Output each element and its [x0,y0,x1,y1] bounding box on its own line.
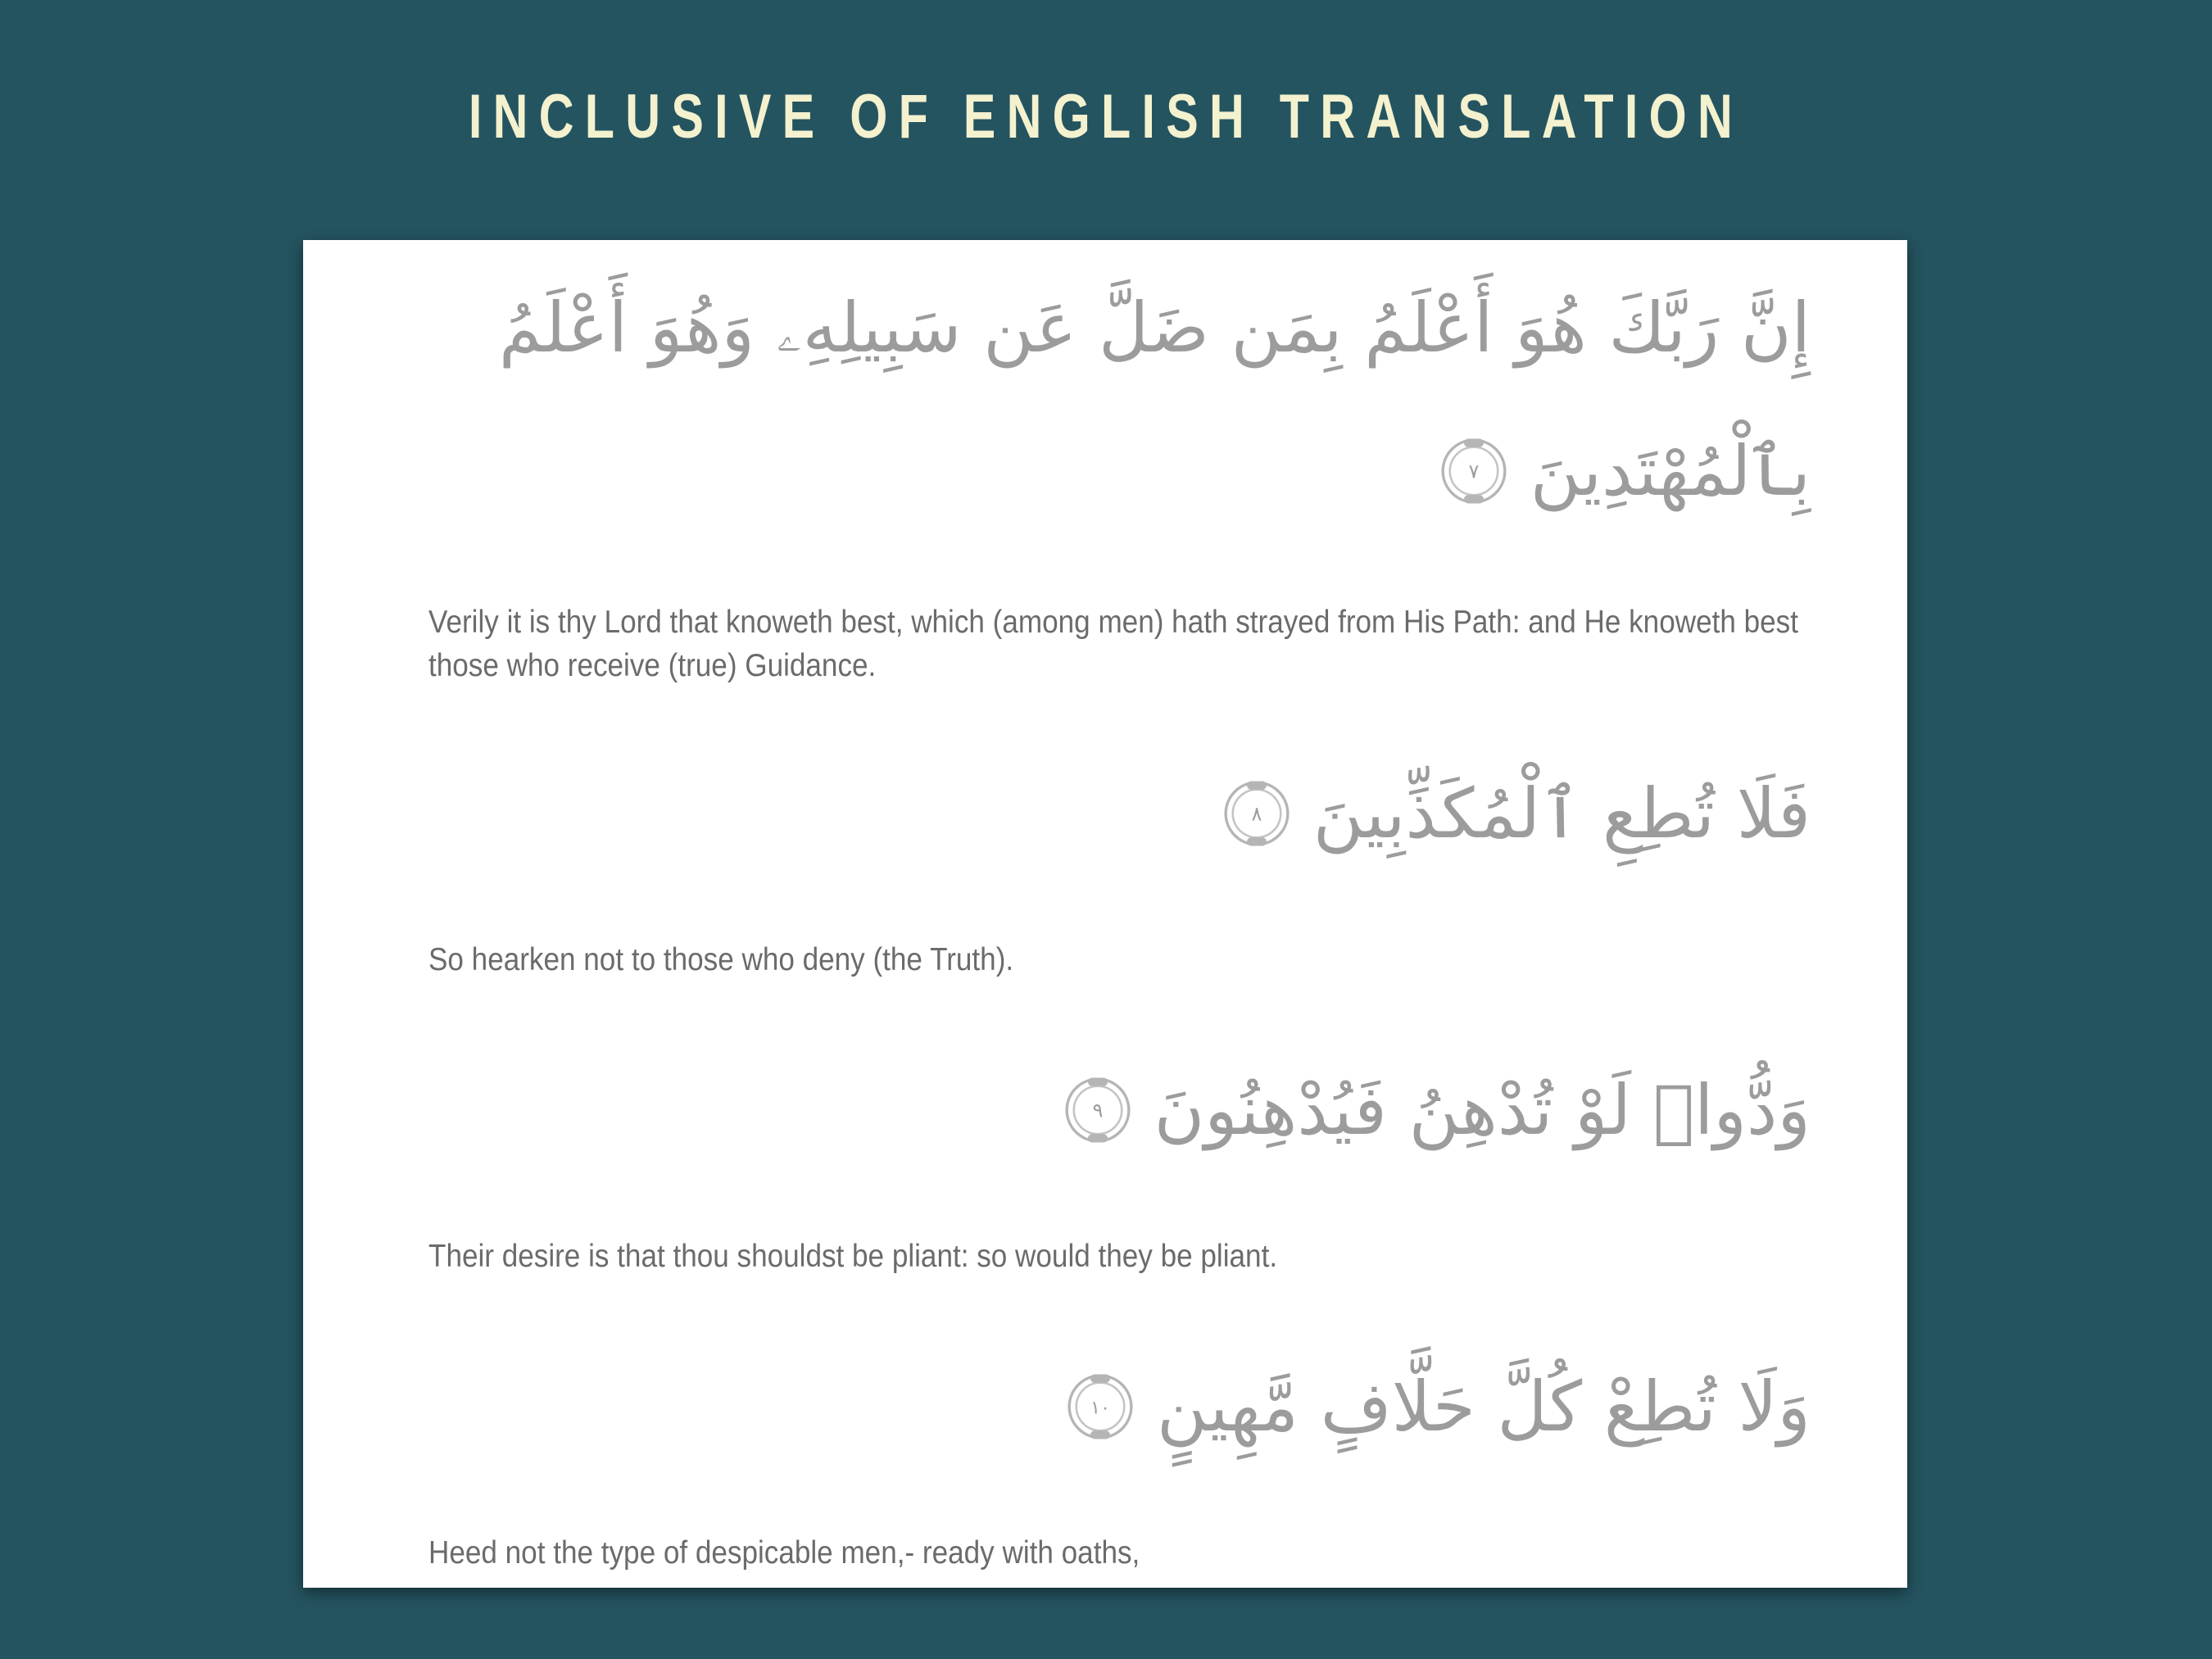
ayah-number: ٧ [1468,460,1480,483]
verse-7-arabic-line-1 [499,283,1811,373]
verse-9-arabic-line [1063,1065,1811,1155]
verse-8-translation: So hearken not to those who deny (the Truth). [428,942,1014,977]
ayah-number: ٩ [1092,1099,1104,1122]
arabic-text: وَلَا تُطِعْ كُلَّ حَلَّافٍ مَّهِينٍ [1157,1367,1811,1447]
verse-7-translation: Verily it is thy Lord that knoweth best, which (among men) hath strayed from His Path: and He knoweth best those who receive (true) Guidance. [428,605,1798,683]
ayah-marker-icon [1063,1075,1133,1145]
verse-9-translation: Their desire is that thou shouldst be pliant: so would they be pliant. [428,1239,1278,1274]
arabic-text: وَدُّوا۟ لَوْ تُدْهِنُ فَيُدْهِنُونَ [1154,1070,1811,1150]
verse-8-arabic-line [1222,768,1811,859]
verse-10-translation: Heed not the type of despicable men,- ready with oaths, [428,1535,1140,1571]
arabic-text: إِنَّ رَبَّكَ هُوَ أَعْلَمُ بِمَن ضَلَّ عَن سَبِيلِهِۦ وَهُوَ أَعْلَمُ [498,288,1811,368]
verse-7-arabic-line-2 [1439,426,1811,516]
ayah-marker-icon [1065,1371,1135,1442]
arabic-text: بِٱلْمُهْتَدِينَ [1530,431,1811,511]
verse-10-arabic-line [1065,1362,1811,1452]
quran-page [303,240,1907,1588]
ayah-marker-icon [1439,436,1509,506]
ayah-number: ٨ [1251,802,1262,826]
ayah-marker-icon [1222,778,1292,849]
arabic-text: فَلَا تُطِعِ ٱلْمُكَذِّبِينَ [1312,773,1811,854]
page-heading: INCLUSIVE OF ENGLISH TRANSLATION [468,82,1744,152]
ayah-number: ١٠ [1090,1397,1111,1419]
